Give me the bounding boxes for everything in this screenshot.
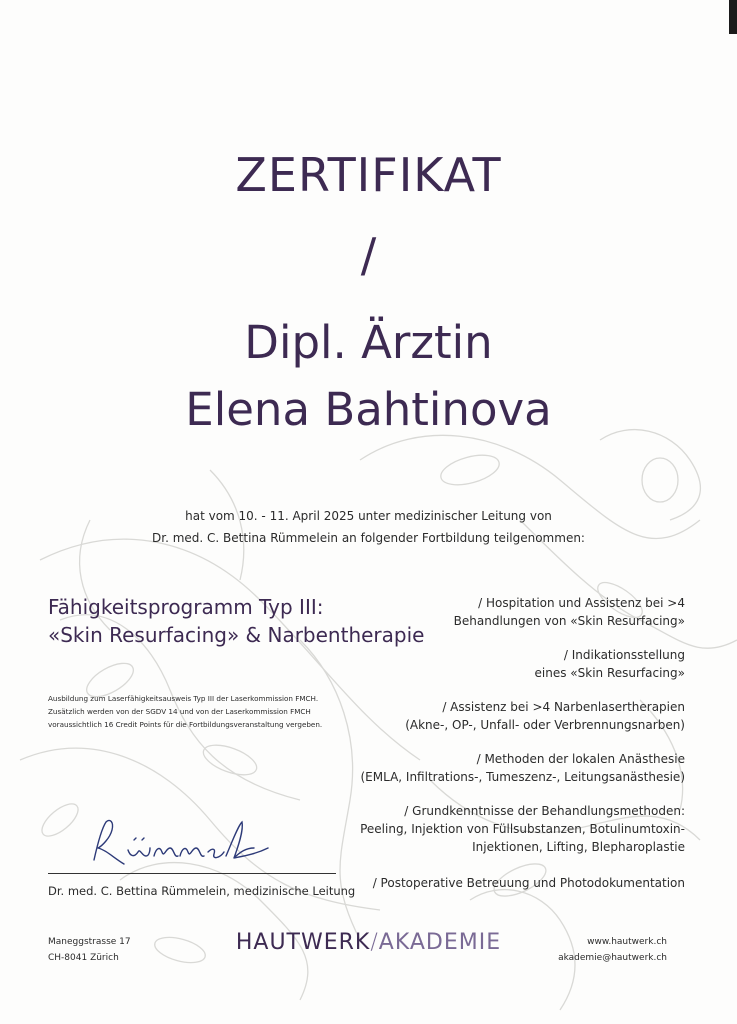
item-line: Injektionen, Lifting, Blepharoplastie xyxy=(472,840,685,854)
logo-part1: HAUTWERK xyxy=(235,930,371,955)
recipient-name: Elena Bahtinova xyxy=(185,383,552,436)
item-line: Peeling, Injektion von Füllsubstanzen, Botulinumtoxin- xyxy=(360,822,685,836)
item-line: / Indikationsstellung xyxy=(563,648,685,662)
intro-line: hat vom 10. - 11. April 2025 unter medizinischer Leitung von xyxy=(185,509,552,523)
curriculum-item xyxy=(360,750,685,786)
recipient-title: Dipl. Ärztin xyxy=(244,316,493,369)
website-link[interactable]: www.hautwerk.ch xyxy=(587,937,667,947)
curriculum-item xyxy=(454,594,685,630)
logo-part2: AKADEMIE xyxy=(378,930,502,955)
logo-separator: / xyxy=(370,930,379,955)
credits-line: voraussichtlich 16 Credit Points für die Fortbildungsveranstaltung vergeben. xyxy=(48,720,323,729)
signatory-name: Dr. med. C. Bettina Rümmelein, medizinische Leitung xyxy=(48,884,356,898)
credits-line: Zusätzlich werden von der SGDV 14 und von der Laserkommission FMCH xyxy=(48,707,311,716)
item-line: / Methoden der lokalen Anästhesie xyxy=(476,752,685,766)
certificate-title: ZERTIFIKAT xyxy=(235,148,502,202)
address-city: CH-8041 Zürich xyxy=(48,953,119,963)
program-title xyxy=(48,593,424,649)
signature-line xyxy=(48,873,336,874)
title-divider: / xyxy=(360,228,377,282)
item-line: eines «Skin Resurfacing» xyxy=(534,666,685,680)
intro-text xyxy=(0,505,737,549)
curriculum-item xyxy=(405,698,685,734)
credits-note xyxy=(48,692,368,731)
credits-line: Ausbildung zum Laserfähigkeitsausweis Typ III der Laserkommission FMCH. xyxy=(48,694,319,703)
contact-info xyxy=(558,934,667,966)
intro-line: Dr. med. C. Bettina Rümmelein an folgender Fortbildung teilgenommen: xyxy=(152,531,585,545)
curriculum-item xyxy=(360,802,685,856)
curriculum-item xyxy=(535,646,685,682)
item-line: / Hospitation und Assistenz bei >4 xyxy=(478,596,685,610)
item-line: (Akne-, OP-, Unfall- oder Verbrennungsnarben) xyxy=(405,718,685,732)
item-line: (EMLA, Infiltrations-, Tumeszenz-, Leitungsanästhesie) xyxy=(360,770,685,784)
curriculum-item xyxy=(373,874,685,892)
item-line: Behandlungen von «Skin Resurfacing» xyxy=(453,614,685,628)
item-line: / Assistenz bei >4 Narbenlasertherapien xyxy=(442,700,685,714)
program-line: «Skin Resurfacing» & Narbentherapie xyxy=(48,623,425,647)
address-street: Maneggstrasse 17 xyxy=(48,937,131,947)
item-line: / Postoperative Betreuung und Photodokumentation xyxy=(372,876,685,890)
signature xyxy=(84,812,274,876)
item-line: / Grundkenntnisse der Behandlungsmethoden: xyxy=(404,804,685,818)
email-link[interactable]: akademie@hautwerk.ch xyxy=(558,953,667,963)
program-line: Fähigkeitsprogramm Typ III: xyxy=(48,595,324,619)
